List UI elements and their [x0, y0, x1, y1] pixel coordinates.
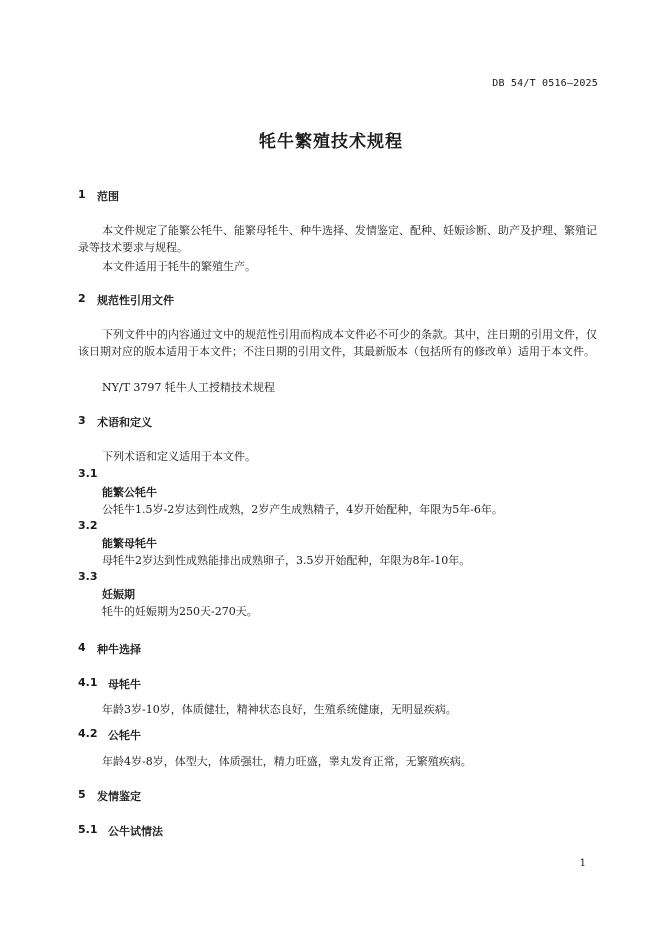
section-5-heading: 发情鉴定 — [97, 790, 141, 803]
document-title: 牦牛繁殖技术规程 — [259, 132, 403, 152]
section-5-number: 5 — [78, 788, 86, 801]
section-1-paragraph-2: 本文件适用于牦牛的繁殖生产。 — [102, 260, 256, 273]
term-3-1-definition: 公牦牛1.5岁-2岁达到性成熟，2岁产生成熟精子，4岁开始配种，年限为5年-6年。 — [102, 503, 503, 516]
section-3-heading: 术语和定义 — [97, 416, 152, 429]
term-3-2-number: 3.2 — [78, 519, 98, 532]
term-3-3-definition: 牦牛的妊娠期为250天-270天。 — [102, 605, 258, 618]
page-number: 1 — [579, 858, 586, 869]
subsection-4-2-text: 年龄4岁-8岁，体型大，体质强壮，精力旺盛，睾丸发育正常，无繁殖疾病。 — [102, 755, 472, 768]
standard-code: DB 54/T 0516—2025 — [492, 78, 598, 89]
section-3-number: 3 — [78, 414, 86, 427]
section-3-intro: 下列术语和定义适用于本文件。 — [102, 450, 256, 463]
term-3-3-number: 3.3 — [78, 570, 98, 583]
term-3-1-name: 能繁公牦牛 — [102, 486, 157, 499]
section-1-number: 1 — [78, 188, 86, 201]
subsection-5-1-number: 5.1 — [78, 823, 98, 836]
section-2-number: 2 — [78, 292, 86, 305]
section-2-paragraph: 下列文件中的内容通过文中的规范性引用而构成本文件必不可少的条款。其中，注日期的引用文件，仅该日期对应的版本适用于本文件；不注日期的引用文件，其最新版本（包括所有的修改单）适用于本文件。 — [78, 328, 597, 358]
section-4-number: 4 — [78, 641, 86, 654]
subsection-4-1-heading: 母牦牛 — [108, 678, 141, 691]
section-1-paragraph-1: 本文件规定了能繁公牦牛、能繁母牦牛、种牛选择、发情鉴定、配种、妊娠诊断、助产及护理、繁殖记录等技术要求与规程。 — [78, 224, 597, 254]
term-3-2-definition: 母牦牛2岁达到性成熟能排出成熟卵子，3.5岁开始配种，年限为8年-10年。 — [102, 554, 471, 567]
term-3-1-number: 3.1 — [78, 467, 98, 480]
subsection-4-1-text: 年龄3岁-10岁，体质健壮，精神状态良好，生殖系统健康，无明显疾病。 — [102, 703, 457, 716]
normative-reference: NY/T 3797 牦牛人工授精技术规程 — [102, 381, 275, 394]
subsection-4-2-number: 4.2 — [78, 727, 98, 740]
term-3-3-name: 妊娠期 — [102, 588, 135, 601]
section-4-heading: 种牛选择 — [97, 643, 141, 656]
term-3-2-name: 能繁母牦牛 — [102, 537, 157, 550]
subsection-4-1-number: 4.1 — [78, 676, 98, 689]
section-2-heading: 规范性引用文件 — [97, 294, 174, 307]
subsection-5-1-heading: 公牛试情法 — [108, 825, 163, 838]
section-1-heading: 范围 — [97, 190, 119, 203]
subsection-4-2-heading: 公牦牛 — [108, 729, 141, 742]
